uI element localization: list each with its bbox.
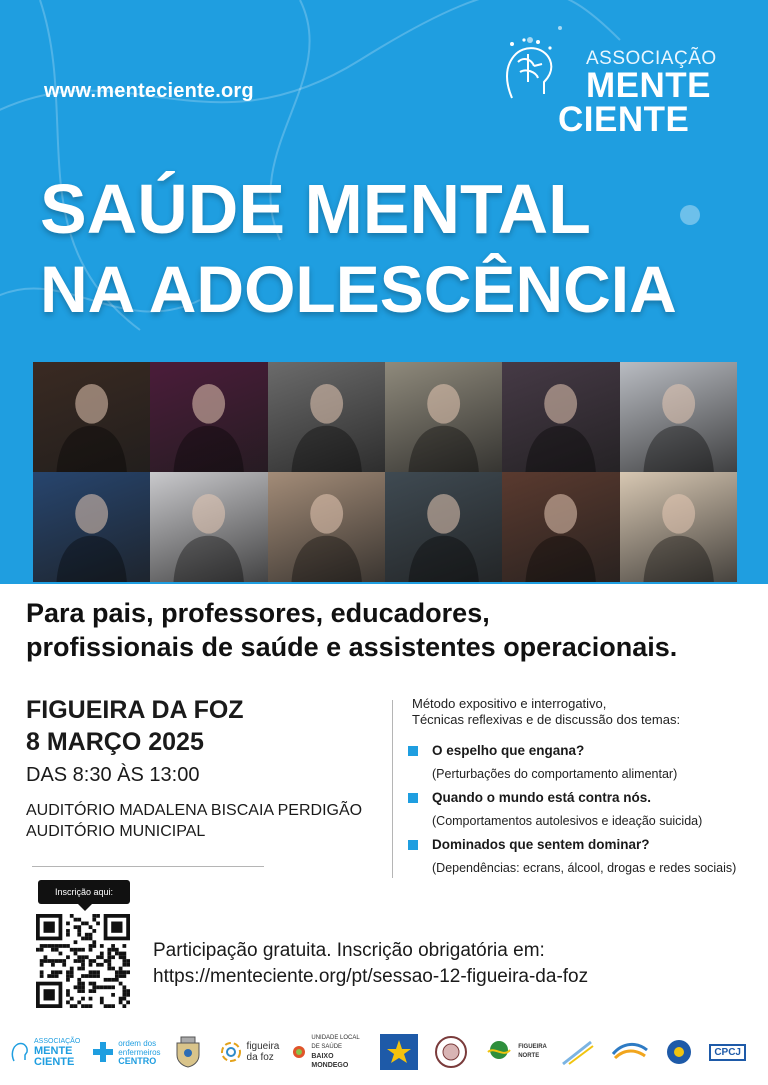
partner-round-seal-logo xyxy=(434,1035,472,1069)
mente-ciente-logo xyxy=(498,32,738,142)
partner-escola-joaquim-logo xyxy=(611,1038,653,1066)
square-bullet-icon xyxy=(408,746,418,756)
thin-girl-bed-photo xyxy=(620,362,737,472)
coat-of-arms-icon xyxy=(173,1035,203,1069)
person-silhouette-icon xyxy=(502,472,619,582)
main-title-line1: SAÚDE MENTAL xyxy=(40,170,591,248)
plus-cross-icon xyxy=(92,1041,114,1063)
partner-cpcj-label: CPCJ xyxy=(709,1044,746,1061)
round-seal-icon xyxy=(434,1035,468,1069)
square-bullet-icon xyxy=(408,840,418,850)
partner-school-star-logo xyxy=(380,1034,422,1070)
brain-head-icon xyxy=(10,1041,30,1063)
broken-mirror-girl-photo xyxy=(620,472,737,582)
partner-figueira-da-foz-logo xyxy=(219,1040,280,1064)
topic-item xyxy=(408,836,760,877)
audience-line2: profissionais de saúde e assistentes operacionais. xyxy=(26,632,678,662)
topic-subtitle: (Perturbações do comportamento alimentar) xyxy=(432,767,678,781)
hooded-teen-wall-photo xyxy=(385,472,502,582)
boy-sitting-floor-photo xyxy=(150,472,267,582)
person-silhouette-icon xyxy=(33,472,150,582)
event-date: 8 MARÇO 2025 xyxy=(26,728,204,756)
person-silhouette-icon xyxy=(150,472,267,582)
partner-mc-line1: ASSOCIAÇÃO xyxy=(34,1037,81,1045)
person-silhouette-icon xyxy=(33,362,150,472)
person-silhouette-icon xyxy=(385,362,502,472)
spiral-icon xyxy=(219,1040,243,1064)
person-silhouette-icon xyxy=(150,362,267,472)
registration-link[interactable]: https://menteciente.org/pt/sessao-12-figueira-da-foz xyxy=(153,966,589,987)
qr-label: Inscrição aqui: xyxy=(38,880,130,904)
person-silhouette-icon xyxy=(620,472,737,582)
boy-glasses-screen-photo xyxy=(33,472,150,582)
partner-ff-line2: da foz xyxy=(246,1052,274,1063)
topic-item xyxy=(408,789,760,830)
partner-mc-line3: CIENTE xyxy=(34,1055,75,1068)
topic-item xyxy=(408,742,760,783)
topic-title: Dominados que sentem dominar? xyxy=(432,837,650,852)
partner-ordem-enfermeiros-logo xyxy=(92,1039,160,1066)
method-line2: Técnicas reflexivas e de discussão dos temas: xyxy=(412,712,681,727)
topic-title: O espelho que engana? xyxy=(432,743,585,758)
partner-gradient-logo xyxy=(561,1038,599,1066)
logo-line-ciente: CIENTE xyxy=(558,100,690,139)
partner-uls-line2: BAIXO MONDEGO xyxy=(311,1053,349,1069)
partner-oe-line2: enfermeiros xyxy=(118,1047,161,1057)
partner-fn-label: FIGUEIRA NORTE xyxy=(518,1044,547,1059)
person-silhouette-icon xyxy=(502,362,619,472)
star-badge-icon xyxy=(380,1034,418,1070)
person-silhouette-icon xyxy=(268,362,385,472)
partner-ff-line1: figueira xyxy=(246,1041,280,1052)
girl-portrait-photo xyxy=(502,472,619,582)
logo-line-associacao: ASSOCIAÇÃO xyxy=(586,48,717,69)
topic-title: Quando o mundo está contra nós. xyxy=(432,790,652,805)
method-description xyxy=(412,696,762,728)
girl-phone-sunglasses-photo xyxy=(150,362,267,472)
partner-municipal-crest xyxy=(173,1035,207,1069)
photo-collage xyxy=(33,362,737,582)
logo-line-mente: MENTE xyxy=(586,66,711,105)
venue-line1: AUDITÓRIO MADALENA BISCAIA PERDIGÃO xyxy=(26,802,363,819)
target-audience xyxy=(26,596,756,664)
participation-info xyxy=(153,938,588,990)
partner-cpcj-logo xyxy=(709,1044,746,1061)
topic-subtitle: (Dependências: ecrans, álcool, drogas e redes sociais) xyxy=(432,861,737,875)
divider-horizontal xyxy=(32,866,264,867)
partner-oe-line3: CENTRO xyxy=(118,1055,157,1066)
event-info xyxy=(26,694,386,842)
divider-vertical xyxy=(392,700,393,878)
partner-logos xyxy=(0,1024,768,1080)
method-line1: Método expositivo e interrogativo, xyxy=(412,696,607,711)
site-url[interactable]: www.menteciente.org xyxy=(44,80,254,102)
person-silhouette-icon xyxy=(268,472,385,582)
qr-code-icon[interactable] xyxy=(36,914,130,1008)
participation-line: Participação gratuita. Inscrição obrigatória em: xyxy=(153,940,545,961)
audience-line1: Para pais, professores, educadores, xyxy=(26,598,490,628)
partner-round-blue-logo xyxy=(665,1038,697,1066)
partner-figueira-norte-logo xyxy=(484,1040,549,1064)
main-title-line2: NA ADOLESCÊNCIA xyxy=(40,252,677,326)
event-time: DAS 8:30 ÀS 13:00 xyxy=(26,764,200,786)
event-city: FIGUEIRA DA FOZ xyxy=(26,696,244,724)
uls-circle-icon xyxy=(291,1044,307,1060)
person-silhouette-icon xyxy=(385,472,502,582)
partner-uls-line1: UNIDADE LOCAL DE SAÚDE xyxy=(311,1035,360,1050)
bullying-phone-photo xyxy=(385,362,502,472)
topic-subtitle: (Comportamentos autolesivos e ideação suicida) xyxy=(432,814,703,828)
person-silhouette-icon xyxy=(620,362,737,472)
venue-line2: AUDITÓRIO MUNICIPAL xyxy=(26,823,206,840)
diagonal-stripes-icon xyxy=(561,1038,595,1066)
swoosh-icon xyxy=(611,1038,649,1066)
partner-mc-line2: MENTE xyxy=(34,1044,73,1057)
sad-teen-hooded-photo xyxy=(268,362,385,472)
boy-portrait-photo xyxy=(33,362,150,472)
eye-circle-icon xyxy=(665,1038,693,1066)
square-bullet-icon xyxy=(408,793,418,803)
school-wave-icon xyxy=(484,1040,514,1064)
brain-head-icon xyxy=(498,38,558,108)
partner-oe-line1: ordem dos xyxy=(118,1038,157,1048)
partner-mente-ciente-logo xyxy=(10,1037,80,1068)
event-venue xyxy=(26,800,386,842)
girl-phone-shocked-photo xyxy=(268,472,385,582)
gamer-tired-photo xyxy=(502,362,619,472)
partner-uls-logo xyxy=(291,1034,368,1070)
topics-list xyxy=(408,742,760,883)
